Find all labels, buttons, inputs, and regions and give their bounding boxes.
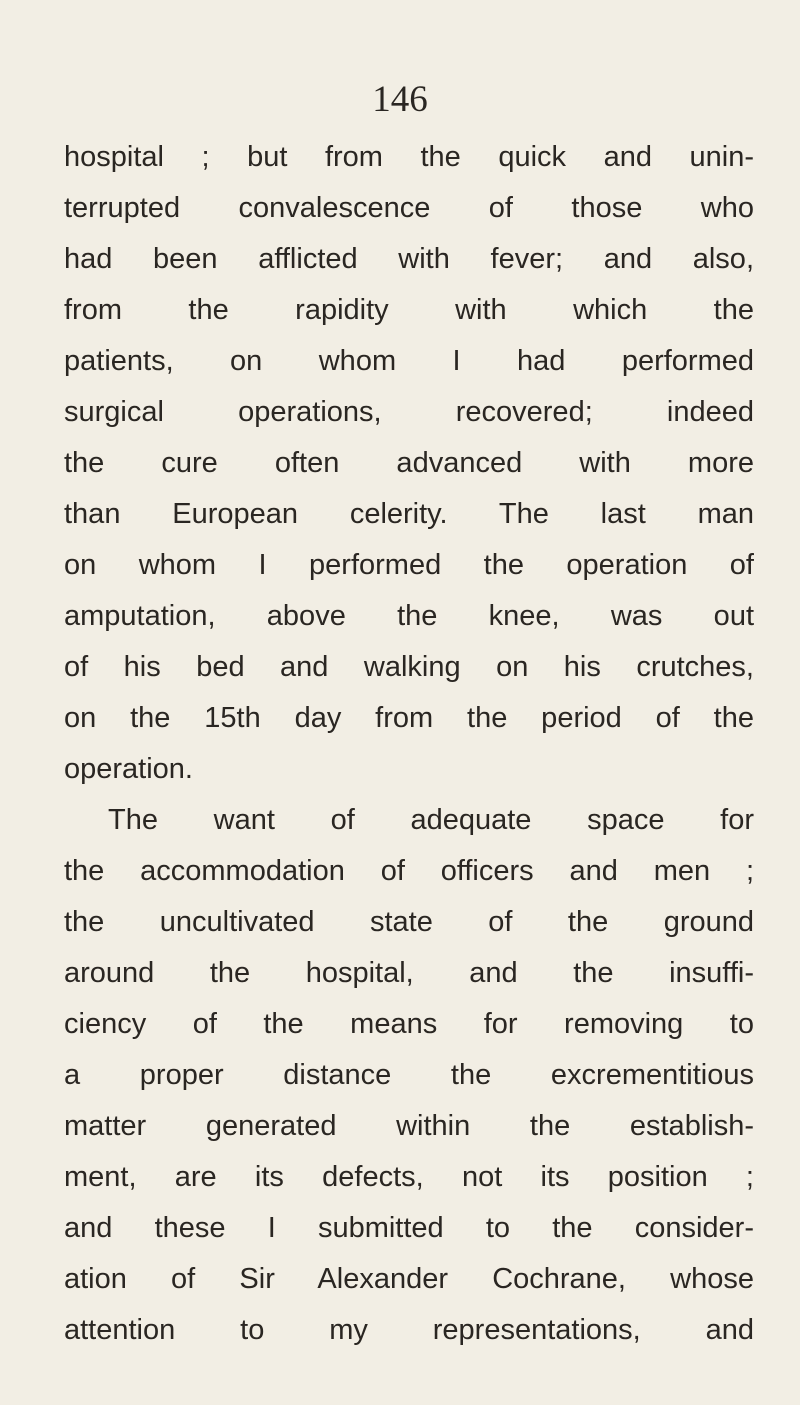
- text-line: than European celerity. The last man: [64, 498, 754, 530]
- text-line: on the 15th day from the period of the: [64, 702, 754, 734]
- text-line: operation.: [64, 753, 193, 785]
- text-line: a proper distance the excrementitious: [64, 1059, 754, 1091]
- text-line: matter generated within the establish-: [64, 1110, 754, 1142]
- text-line: terrupted convalescence of those who: [64, 192, 754, 224]
- text-line: patients, on whom I had performed: [64, 345, 754, 377]
- text-line: attention to my representations, and: [64, 1314, 754, 1346]
- text-line: of his bed and walking on his crutches,: [64, 651, 754, 683]
- text-line: the uncultivated state of the ground: [64, 906, 754, 938]
- text-line: surgical operations, recovered; indeed: [64, 396, 754, 428]
- text-line: the cure often advanced with more: [64, 447, 754, 479]
- text-line: ment, are its defects, not its position ;: [64, 1161, 754, 1193]
- text-line: hospital ; but from the quick and unin-: [64, 141, 754, 173]
- text-line: the accommodation of officers and men ;: [64, 855, 754, 887]
- text-line: from the rapidity with which the: [64, 294, 754, 326]
- page-number: 146: [372, 79, 428, 120]
- text-line: on whom I performed the operation of: [64, 549, 754, 581]
- text-line: around the hospital, and the insuffi-: [64, 957, 754, 989]
- body-text: [64, 132, 754, 1356]
- paragraph-start-line: The want of adequate space for: [108, 804, 754, 836]
- text-line: amputation, above the knee, was out: [64, 600, 754, 632]
- text-line: ation of Sir Alexander Cochrane, whose: [64, 1263, 754, 1295]
- text-line: had been afflicted with fever; and also,: [64, 243, 754, 275]
- text-line: ciency of the means for removing to: [64, 1008, 754, 1040]
- text-line: and these I submitted to the consider-: [64, 1212, 754, 1244]
